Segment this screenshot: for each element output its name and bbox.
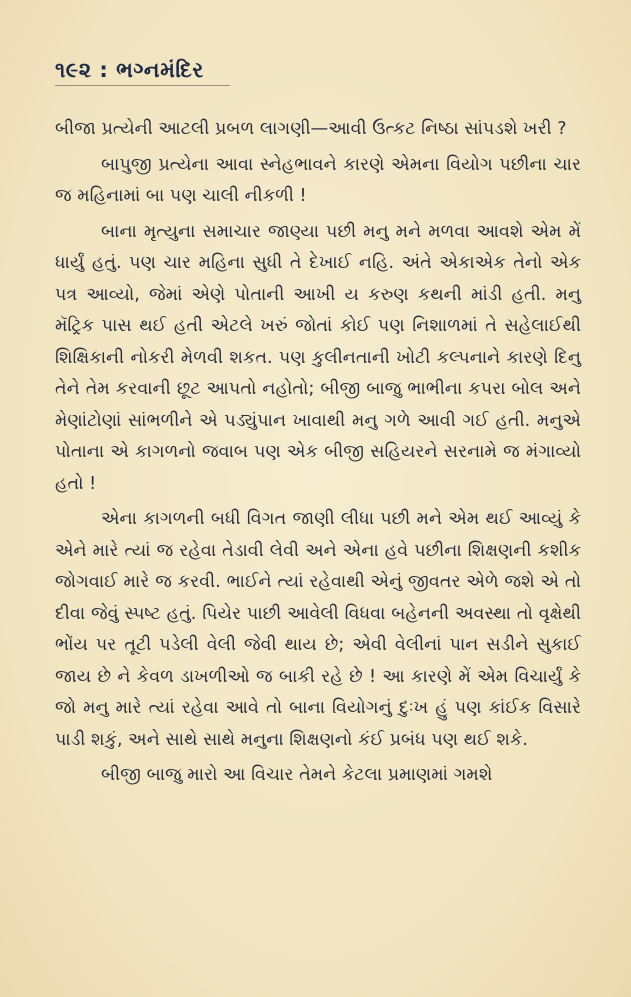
paragraph-4: એના કાગળની બધી વિગત જાણી લીધા પછી મને એમ થઈ આવ્યું કે એને મારે ત્યાં જ રહેવા તેડાવી લેવી અને એના હવે પછીના શિક્ષણની કશીક જોગવાઈ મારે જ કરવી. ભાઈને ત્યાં રહેવાથી એનું જીવતર એળે જશે એ તો દીવા જેવું સ્પષ્ટ હતું. પિયેર પાછી આવેલી વિધવા બહેનની અવસ્થા તો વૃક્ષેથી ભોંય પર તૂટી પડેલી વેલી જેવી થાય છે; એવી વેલીનાં પાન સડીને સુકાઈ જાય છે ને કેવળ ડાખળીઓ જ બાકી રહે છે ! આ કારણે મેં એમ વિચાર્યું કે જો મનુ મારે ત્યાં રહેવા આવે તો બાના વિયોગનું દુઃખ હું પણ કાંઈક વિસારે પાડી શકું, અને સાથે સાથે મનુના શિક્ષણનો કંઈ પ્રબંધ પણ થઈ શકે. [55, 509, 581, 750]
paragraph-5: બીજી બાજુ મારો આ વિચાર તેમને કેટલા પ્રમાણમાં ગમશે [101, 765, 493, 785]
paragraph-1: બીજા પ્રત્યેની આટલી પ્રબળ લાગણી—આવી ઉત્કટ નિષ્ઠા સાંપડશે ખરી ? [55, 119, 567, 139]
paragraph-3: બાના મૃત્યુના સમાચાર જાણ્યા પછી મનુ મને મળવા આવશે એમ મેં ધાર્યું હતું. પણ ચાર મહિના સુધી તે દેખાઈ નહિ. અંતે એકાએક તેનો એક પત્ર આવ્યો, જેમાં એણે પોતાની આખી ય કરુણ કથની માંડી હતી. મનુ મૅટ્રિક પાસ થઈ હતી એટલે ખરું જોતાં કોઈ પણ નિશાળમાં તે સહેલાઈથી શિક્ષિકાની નોકરી મેળવી શકત. પણ કુલીનતાની ખોટી કલ્પનાને કારણે દિનુ તેને તેમ કરવાની છૂટ આપતો નહોતો; બીજી બાજુ ભાભીના કપરા બોલ અને મેણાંટોણાં સાંભળીને એ પડ્યુંપાન ખાવાથી મનુ ગળે આવી ગઈ હતી. મનુએ પોતાના એ કાગળનો જવાબ પણ એક બીજી સહિયરને સરનામે જ મંગાવ્યો હતો ! [55, 221, 581, 494]
paragraph-2: બાપુજી પ્રત્યેના આવા સ્નેહભાવને કારણે એમના વિયોગ પછીના ચાર જ મહિનામાં બા પણ ચાલી નીકળી ! [55, 154, 581, 206]
header-rule [55, 85, 230, 86]
running-head: ૧૯૨ : ભગ્નમંદિર [55, 58, 204, 82]
